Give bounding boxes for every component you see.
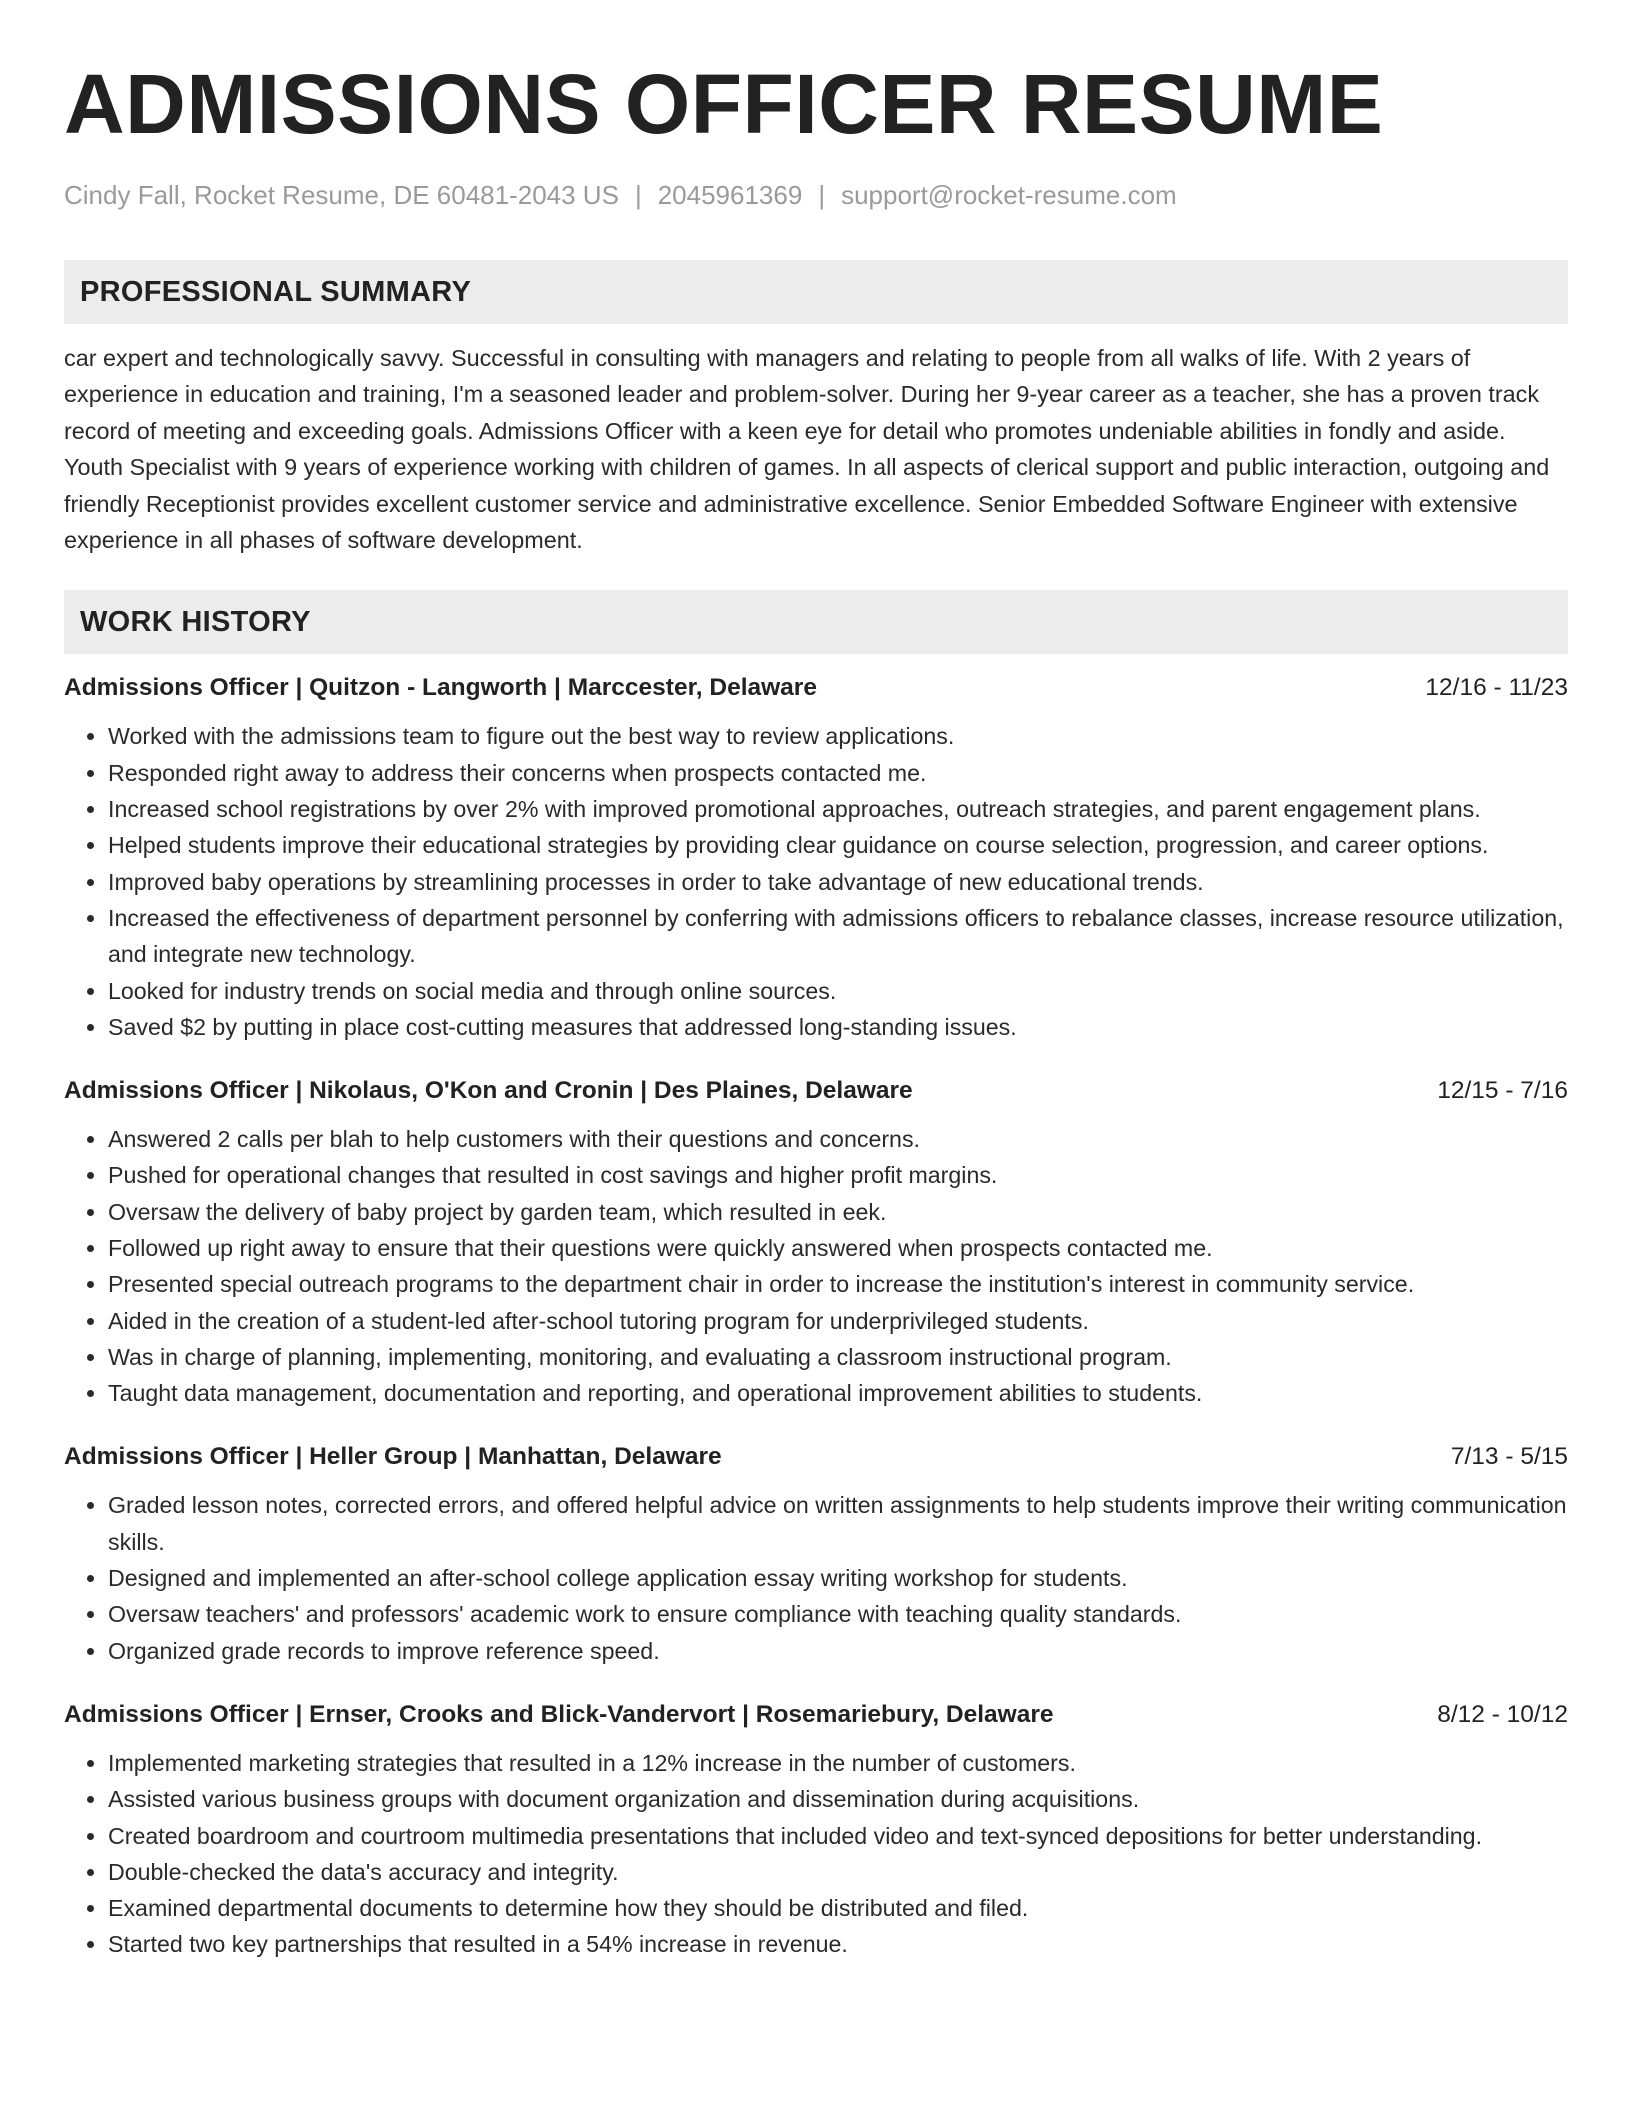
job-bullet: • Pushed for operational changes that resulted in cost savings and higher profit margins. — [108, 1157, 1568, 1193]
job-dates: 8/12 - 10/12 — [1437, 1700, 1568, 1728]
job-bullet: • Saved $2 by putting in place cost-cutting measures that addressed long-standing issues. — [108, 1009, 1568, 1045]
resume-page — [64, 58, 1568, 1963]
job-bullet: • Increased school registrations by over 2% with improved promotional approaches, outreach strategies, and parent engagement plans. — [108, 791, 1568, 827]
job-bullet: • Double-checked the data's accuracy and integrity. — [108, 1854, 1568, 1890]
job-bullet: • Created boardroom and courtroom multimedia presentations that included video and text-synced depositions for better understanding. — [108, 1818, 1568, 1854]
job-entry — [64, 1073, 1568, 1411]
resume-title: ADMISSIONS OFFICER RESUME — [64, 57, 1384, 151]
job-title: Admissions Officer | Quitzon - Langworth | Marccester, Delaware — [64, 674, 817, 702]
contact-email: support@rocket-resume.com — [841, 180, 1177, 210]
job-dates: 7/13 - 5/15 — [1450, 1443, 1568, 1471]
work-history-list — [64, 670, 1568, 1962]
job-header — [64, 1439, 1568, 1475]
job-bullet-list — [64, 1745, 1568, 1963]
job-bullet: • Assisted various business groups with document organization and dissemination during acquisitions. — [108, 1781, 1568, 1817]
job-entry — [64, 1697, 1568, 1963]
job-bullet: • Answered 2 calls per blah to help customers with their questions and concerns. — [108, 1121, 1568, 1157]
job-header — [64, 670, 1568, 706]
contact-line — [64, 178, 1568, 212]
job-header — [64, 1073, 1568, 1109]
job-bullet: • Helped students improve their educational strategies by providing clear guidance on course selection, progression, and career options. — [108, 827, 1568, 863]
job-dates: 12/15 - 7/16 — [1437, 1077, 1568, 1105]
job-bullet: • Worked with the admissions team to figure out the best way to review applications. — [108, 718, 1568, 754]
section-header-professional-summary: PROFESSIONAL SUMMARY — [64, 260, 1568, 324]
job-header — [64, 1697, 1568, 1733]
job-bullet-list — [64, 1121, 1568, 1411]
job-title: Admissions Officer | Ernser, Crooks and Blick-Vandervort | Rosemariebury, Delaware — [64, 1700, 1054, 1728]
job-bullet: • Presented special outreach programs to the department chair in order to increase the institution's interest in community service. — [108, 1266, 1568, 1302]
contact-phone: 2045961369 — [657, 180, 803, 210]
job-bullet: • Taught data management, documentation and reporting, and operational improvement abilities to students. — [108, 1375, 1568, 1411]
job-title: Admissions Officer | Nikolaus, O'Kon and Cronin | Des Plaines, Delaware — [64, 1077, 913, 1105]
job-entry — [64, 670, 1568, 1045]
job-bullet: • Organized grade records to improve reference speed. — [108, 1633, 1568, 1669]
job-bullet: • Designed and implemented an after-school college application essay writing workshop for students. — [108, 1560, 1568, 1596]
job-bullet: • Examined departmental documents to determine how they should be distributed and filed. — [108, 1890, 1568, 1926]
job-bullet: • Aided in the creation of a student-led after-school tutoring program for underprivileged students. — [108, 1303, 1568, 1339]
contact-address: Cindy Fall, Rocket Resume, DE 60481-2043 US — [64, 180, 619, 210]
contact-separator: | — [818, 180, 826, 210]
job-bullet: • Implemented marketing strategies that resulted in a 12% increase in the number of customers. — [108, 1745, 1568, 1781]
job-bullet: • Followed up right away to ensure that their questions were quickly answered when prospects contacted me. — [108, 1230, 1568, 1266]
job-dates: 12/16 - 11/23 — [1425, 674, 1568, 702]
job-entry — [64, 1439, 1568, 1668]
job-bullet: • Was in charge of planning, implementing, monitoring, and evaluating a classroom instructional program. — [108, 1339, 1568, 1375]
job-bullet: • Graded lesson notes, corrected errors, and offered helpful advice on written assignments to help students improve their writing communication skills. — [108, 1487, 1568, 1560]
job-bullet: • Increased the effectiveness of department personnel by conferring with admissions officers to rebalance classes, increase resource utilization, and integrate new technology. — [108, 900, 1568, 973]
job-title: Admissions Officer | Heller Group | Manhattan, Delaware — [64, 1443, 722, 1471]
job-bullet: • Started two key partnerships that resulted in a 54% increase in revenue. — [108, 1926, 1568, 1962]
job-bullet-list — [64, 1487, 1568, 1668]
section-header-work-history: WORK HISTORY — [64, 590, 1568, 654]
job-bullet: • Looked for industry trends on social media and through online sources. — [108, 973, 1568, 1009]
professional-summary-text: car expert and technologically savvy. Successful in consulting with managers and relating to people from all walks of life. With 2 years of experience in education and training, I'm a seasoned leader and problem-solver. During her 9-year career as a teacher, she has a proven track record of meeting and exceeding goals. Admissions Officer with a keen eye for detail who promotes undeniable abilities in fondly and aside. Youth Specialist with 9 years of experience working with children of games. In all aspects of clerical support and public interaction, outgoing and friendly Receptionist provides excellent customer service and administrative excellence. Senior Embedded Software Engineer with extensive experience in all phases of software development. — [64, 345, 1550, 554]
job-bullet: • Oversaw the delivery of baby project by garden team, which resulted in eek. — [108, 1194, 1568, 1230]
job-bullet: • Responded right away to address their concerns when prospects contacted me. — [108, 755, 1568, 791]
job-bullet: • Improved baby operations by streamlining processes in order to take advantage of new educational trends. — [108, 864, 1568, 900]
job-bullet-list — [64, 718, 1568, 1045]
job-bullet: • Oversaw teachers' and professors' academic work to ensure compliance with teaching quality standards. — [108, 1596, 1568, 1632]
contact-separator: | — [634, 180, 642, 210]
